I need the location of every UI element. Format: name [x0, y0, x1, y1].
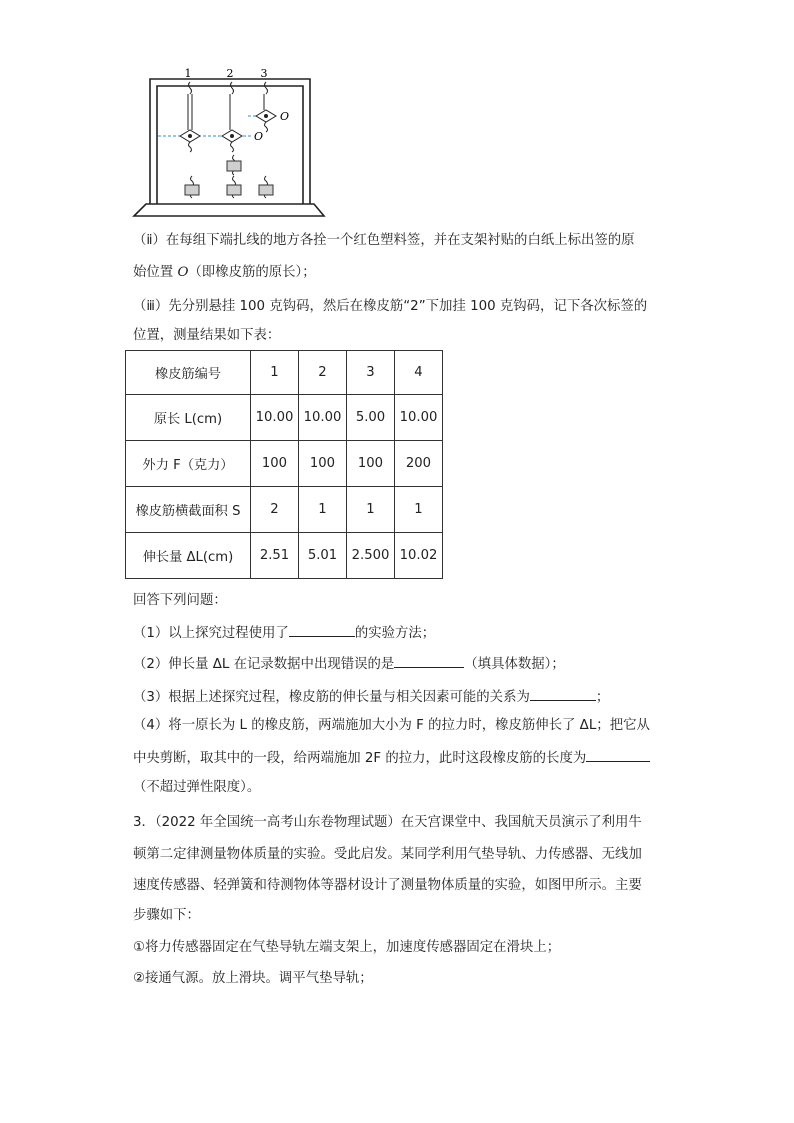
question-3-text: （3）根据上述探究过程，橡皮筋的伸长量与相关因素可能的关系为 — [133, 690, 530, 705]
table-cell: 100 — [299, 441, 347, 487]
step-ii-text: 始位置 — [133, 265, 178, 280]
weight-2 — [227, 185, 241, 195]
question-4-line-1: （4）将一原长为 L 的橡皮筋，两端施加大小为 F 的拉力时，橡皮筋伸长了 ΔL；把它从 — [133, 718, 650, 733]
table-cell: 2.500 — [347, 533, 395, 579]
problem-3-step-2: ②接通气源。放上滑块。调平气垫导轨； — [133, 971, 373, 986]
row-header: 橡皮筋横截面积 S — [126, 487, 251, 533]
table-cell: 2.51 — [251, 533, 299, 579]
table-cell: 2 — [251, 487, 299, 533]
table-row — [126, 395, 443, 441]
question-2 — [133, 653, 565, 675]
answer-blank-1[interactable] — [289, 622, 355, 637]
row-header: 橡皮筋编号 — [126, 351, 251, 395]
hook-number-3: 3 — [260, 67, 268, 80]
problem-3-line-3: 速度传感器、轻弹簧和待测物体等器材设计了测量物体质量的实验，如图甲所示。主要 — [133, 878, 642, 893]
questions-intro: 回答下列问题： — [133, 593, 227, 608]
problem-3-line-4: 步骤如下： — [133, 908, 200, 923]
answer-blank-4[interactable] — [586, 747, 650, 762]
question-3 — [133, 686, 609, 708]
problem-3-line-2: 顿第二定律测量物体质量的实验。受此启发。某同学利用气垫导轨、力传感器、无线加 — [133, 847, 642, 862]
step-iii-line-1: （ⅲ）先分别悬挂 100 克钩码，然后在橡皮筋“2”下加挂 100 克钩码，记下各次标签的 — [133, 299, 648, 314]
table-cell: 100 — [251, 441, 299, 487]
table-cell: 1 — [347, 487, 395, 533]
weight-3 — [259, 185, 273, 195]
step-ii-line-1: （ⅱ）在每组下端扎线的地方各拴一个红色塑料签，并在支架衬贴的白纸上标出签的原 — [133, 233, 635, 248]
question-1-text-after: 的实验方法； — [354, 626, 436, 641]
table-cell: 10.00 — [299, 395, 347, 441]
question-2-text-after: （填具体数据）； — [464, 657, 565, 672]
table-cell: 10.00 — [395, 395, 443, 441]
table-row — [126, 441, 443, 487]
step-ii-line-2 — [133, 263, 316, 283]
table-cell: 100 — [347, 441, 395, 487]
table-cell: 1 — [395, 487, 443, 533]
question-4-text: 中央剪断，取其中的一段，给两端施加 2F 的拉力，此时这段橡皮筋的长度为 — [133, 751, 587, 766]
step-ii-text-after: （即橡皮筋的原长）； — [188, 265, 316, 280]
table-cell: 5.00 — [347, 395, 395, 441]
table-cell: 10.00 — [251, 395, 299, 441]
problem-3-line-1: 3．（2022 年全国统一高考山东卷物理试题）在天宫课堂中、我国航天员演示了利用牛 — [133, 815, 642, 830]
table-cell: 5.01 — [299, 533, 347, 579]
table-cell: 2 — [299, 351, 347, 395]
table-cell: 10.02 — [395, 533, 443, 579]
question-1 — [133, 622, 435, 644]
weight-1 — [185, 185, 199, 195]
marker-label-o-2: O — [254, 130, 264, 143]
table-cell: 4 — [395, 351, 443, 395]
marker-label-o-3: O — [280, 110, 290, 123]
table-row — [126, 533, 443, 579]
problem-3-step-1: ①将力传感器固定在气垫导轨左端支架上，加速度传感器固定在滑块上； — [133, 940, 561, 955]
hook-number-2: 2 — [226, 67, 234, 80]
apparatus-figure — [128, 62, 328, 222]
hook-number-1: 1 — [184, 67, 192, 80]
symbol-o: O — [177, 265, 189, 280]
question-1-text: （1）以上探究过程使用了 — [133, 626, 289, 641]
table-row — [126, 487, 443, 533]
table-row — [126, 351, 443, 395]
table-cell: 200 — [395, 441, 443, 487]
question-4-line-3: （不超过弹性限度）。 — [133, 780, 261, 795]
question-3-text-after: ； — [595, 690, 610, 705]
row-header: 外力 F（克力） — [126, 441, 251, 487]
row-header: 原长 L(cm) — [126, 395, 251, 441]
weight-stacked — [227, 161, 241, 171]
table-cell: 1 — [251, 351, 299, 395]
question-4-line-2 — [133, 747, 650, 769]
answer-blank-2[interactable] — [394, 653, 464, 668]
answer-blank-3[interactable] — [530, 686, 596, 701]
measurement-table — [125, 350, 443, 579]
question-2-text: （2）伸长量 ΔL 在记录数据中出现错误的是 — [133, 657, 395, 672]
table-cell: 1 — [299, 487, 347, 533]
step-iii-line-2: 位置，测量结果如下表： — [133, 328, 281, 343]
row-header: 伸长量 ΔL(cm) — [126, 533, 251, 579]
table-cell: 3 — [347, 351, 395, 395]
